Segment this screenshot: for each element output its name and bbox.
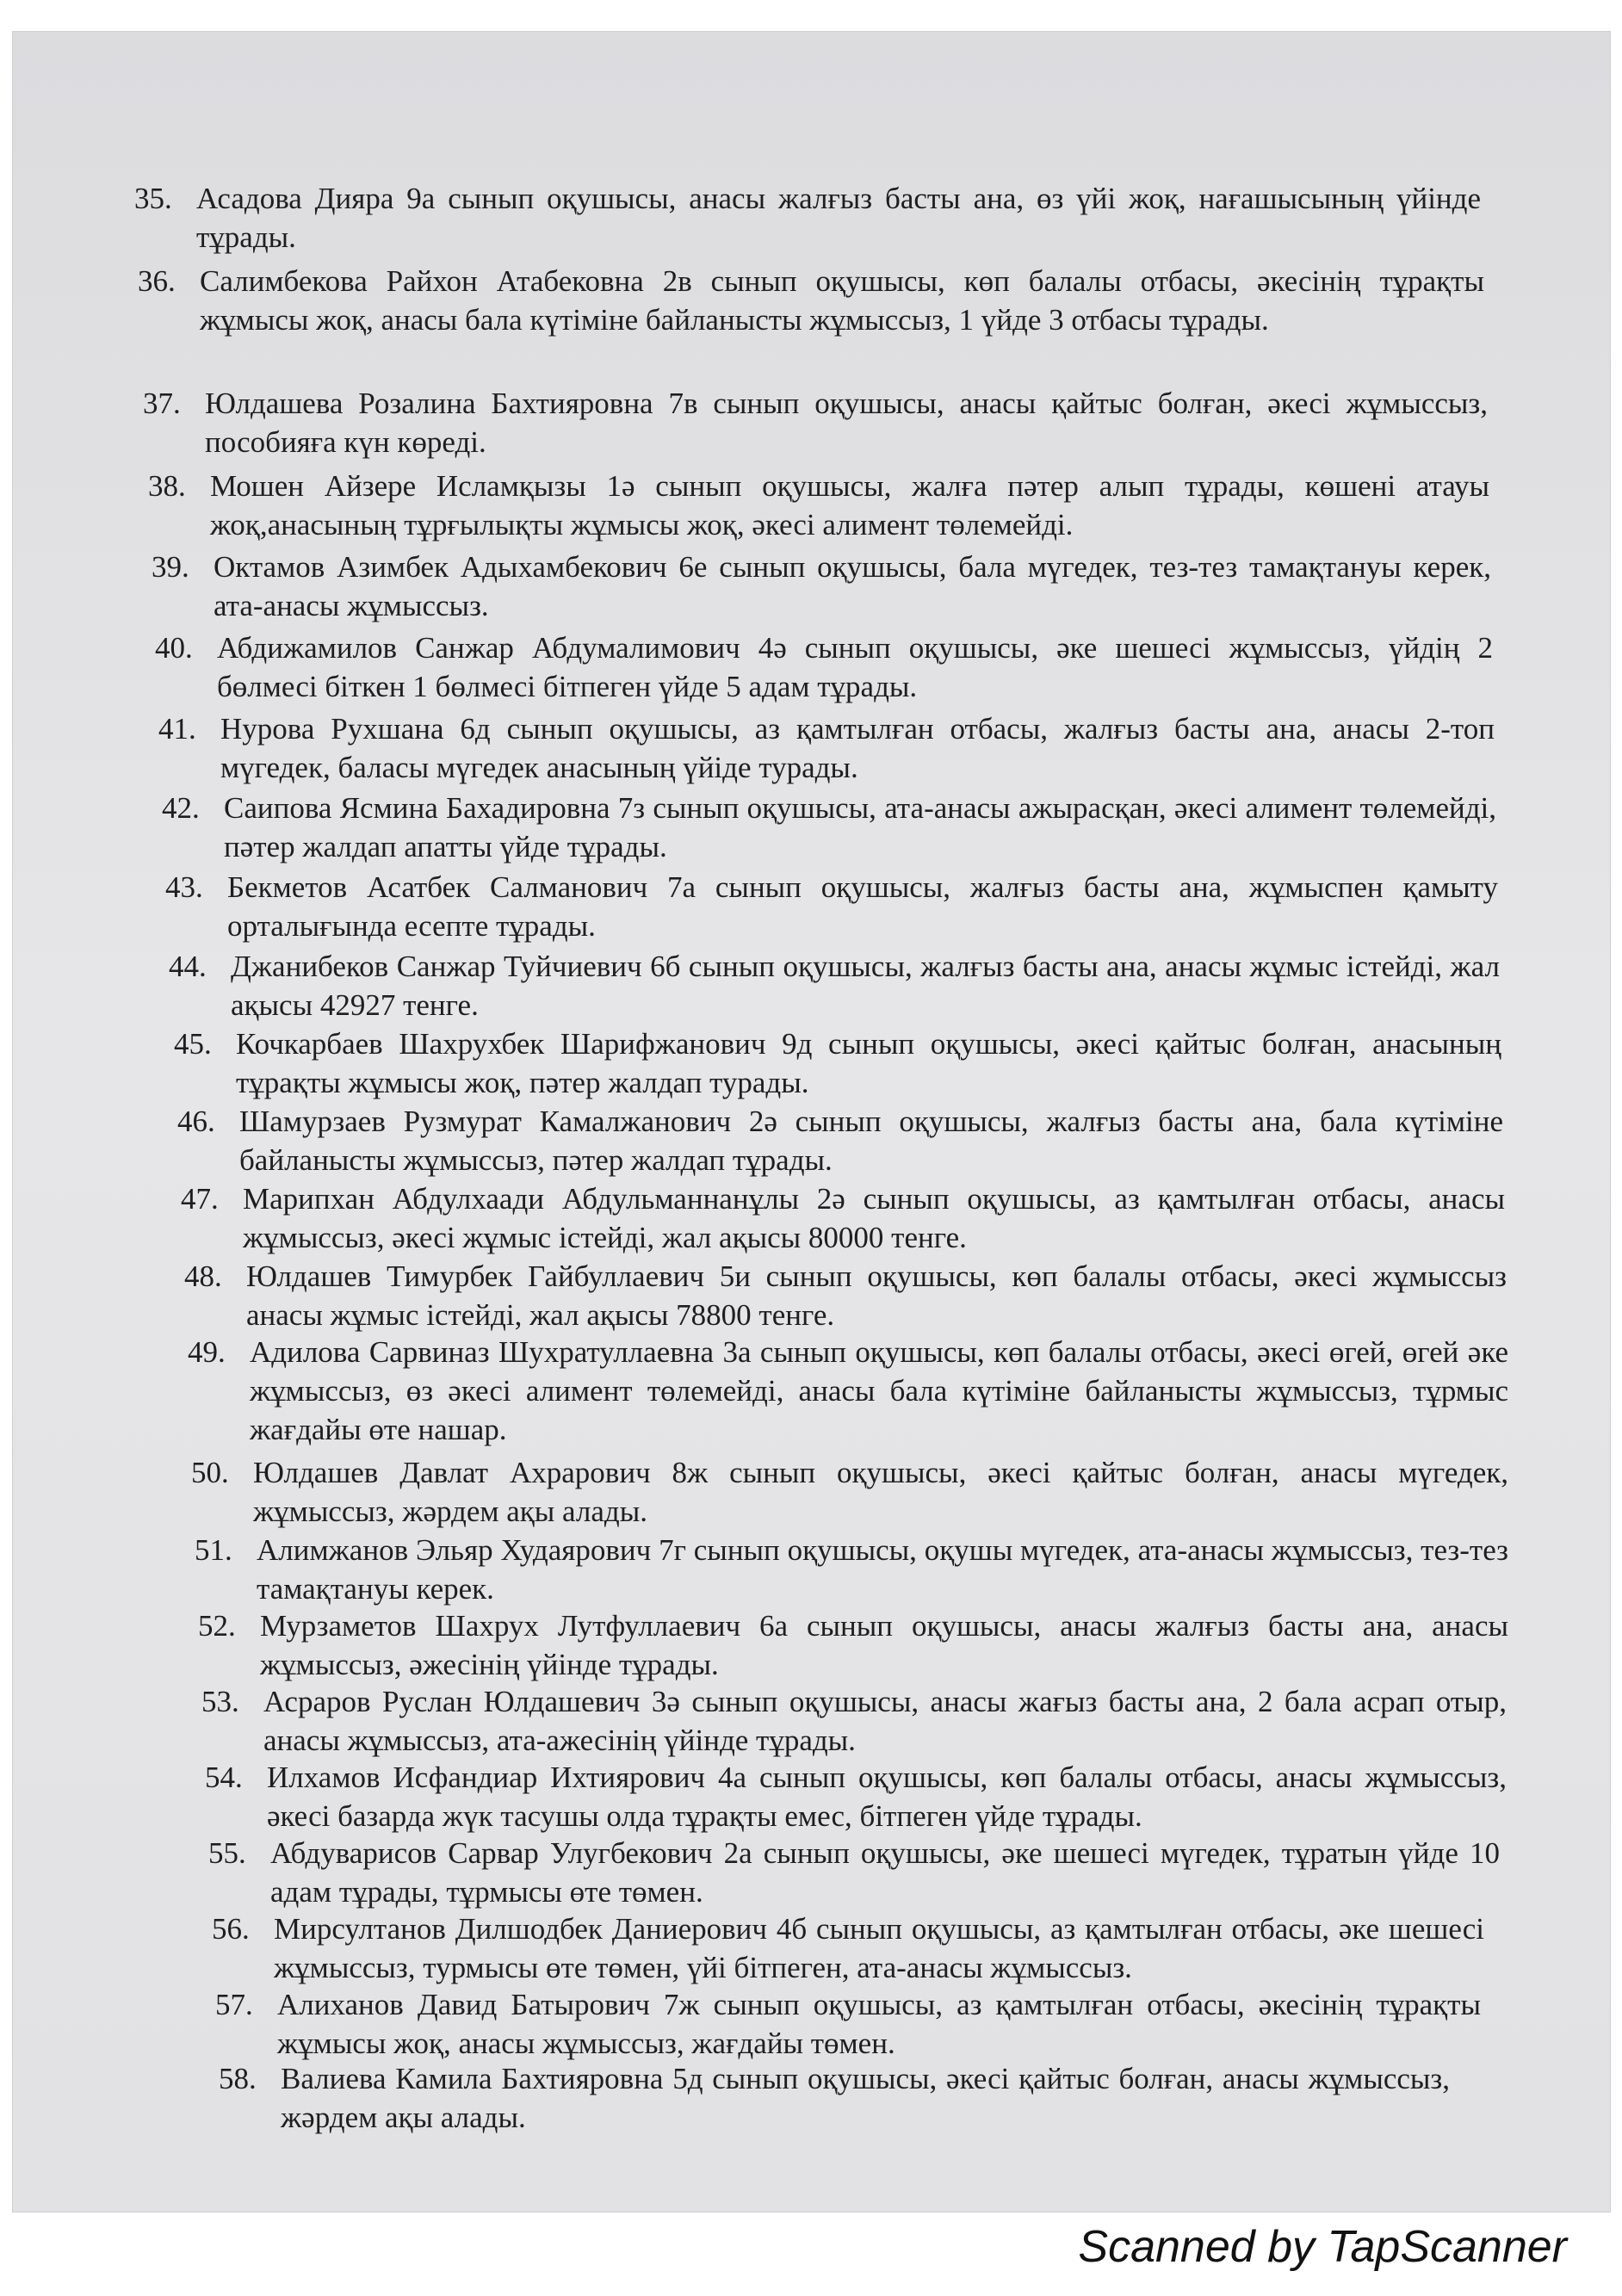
list-item — [148, 467, 1489, 544]
item-number: 50. — [191, 1456, 229, 1489]
item-text: Мурзаметов Шахрух Лутфуллаевич 6а сынып оқушысы, анасы жалғыз басты ана, анасы жұмыссыз, әжесінің үйінде тұрады. — [260, 1609, 1508, 1681]
item-text: Валиева Камила Бахтияровна 5д сынып оқушысы, әкесі қайтыс болған, анасы жұмыссыз, жәрдем ақы алады. — [281, 2062, 1450, 2134]
item-number: 54. — [205, 1761, 243, 1794]
list-item — [162, 789, 1496, 866]
list-item — [215, 1985, 1481, 2063]
list-item — [184, 1257, 1507, 1334]
item-text: Адилова Сарвиназ Шухратуллаевна 3а сынып оқушысы, көп балалы отбасы, әкесі өгей, өгей әке жұмыссыз, өз әкесі алимент төлемейді, анасы бала күтіміне байланысты жұмыссыз, тұрмыс жағдайы өте нашар. — [250, 1335, 1508, 1446]
item-text: Асадова Дияра 9а сынып оқушысы, анасы жалғыз басты ана, өз үйі жоқ, нағашысының үйінде тұрады. — [196, 182, 1481, 254]
item-number: 53. — [201, 1685, 239, 1718]
item-text: Алимжанов Эльяр Худаярович 7г сынып оқушысы, оқушы мүгедек, ата-анасы жұмыссыз, тез-тез тамақтануы керек. — [257, 1533, 1508, 1606]
item-number: 45. — [174, 1027, 212, 1061]
list-item — [201, 1682, 1507, 1760]
item-text: Абдуварисов Сарвар Улугбекович 2а сынып оқушысы, әке шешесі мүгедек, тұратын үйде 10 адам тұрады, тұрмысы өте төмен. — [270, 1836, 1500, 1909]
item-text: Юлдашев Давлат Ахрарович 8ж сынып оқушысы, әкесі қайтыс болған, анасы мүгедек, жұмыссыз, жәрдем ақы алады. — [253, 1456, 1508, 1528]
scanned-page — [12, 31, 1611, 2212]
item-number: 49. — [188, 1335, 226, 1369]
list-item — [177, 1102, 1503, 1179]
list-item — [181, 1179, 1505, 1257]
item-number: 42. — [162, 791, 200, 825]
item-text: Мирсултанов Дилшодбек Даниерович 4б сынып оқушысы, аз қамтылған отбасы, әке шешесі жұмыссыз, турмысы өте төмен, үйі бітпеген, ата-анасы жұмыссыз. — [274, 1912, 1484, 1984]
item-text: Октамов Азимбек Адыхамбекович 6е сынып оқушысы, бала мүгедек, тез-тез тамақтануы керек, ата-анасы жұмыссыз. — [214, 550, 1491, 622]
item-number: 55. — [208, 1836, 246, 1870]
item-text: Кочкарбаев Шахрухбек Шарифжанович 9д сынып оқушысы, әкесі қайтыс болған, анасының тұрақты жұмысы жоқ, пәтер жалдап турады. — [236, 1027, 1501, 1099]
item-number: 47. — [181, 1182, 219, 1216]
list-item — [134, 179, 1481, 257]
item-text: Алиханов Давид Батырович 7ж сынып оқушысы, аз қамтылған отбасы, әкесінің тұрақты жұмысы жоқ, анасы жұмыссыз, жағдайы төмен. — [277, 1988, 1481, 2060]
list-item — [155, 628, 1493, 706]
item-number: 52. — [198, 1609, 236, 1643]
item-number: 48. — [184, 1259, 222, 1293]
item-text: Юлдашев Тимурбек Гайбуллаевич 5и сынып оқушысы, көп балалы отбасы, әкесі жұмыссыз анасы жұмыс істейді, жал ақысы 78800 тенге. — [246, 1259, 1507, 1332]
list-item — [143, 384, 1488, 461]
item-text: Илхамов Исфандиар Ихтиярович 4а сынып оқушысы, көп балалы отбасы, анасы жұмыссыз, әкесі базарда жүк тасушы олда тұрақты емес, бітпеген үйде тұрады. — [267, 1761, 1507, 1833]
item-number: 51. — [195, 1533, 232, 1567]
item-number: 37. — [143, 387, 181, 420]
item-number: 57. — [215, 1988, 253, 2021]
list-item — [152, 548, 1491, 625]
item-number: 44. — [169, 950, 207, 983]
item-text: Марипхан Абдулхаади Абдульманнанұлы 2ә сынып оқушысы, аз қамтылған отбасы, анасы жұмыссыз, әкесі жұмыс істейді, жал ақысы 80000 тенге. — [243, 1182, 1505, 1254]
list-item — [198, 1606, 1508, 1684]
item-text: Салимбекова Райхон Атабековна 2в сынып оқушысы, көп балалы отбасы, әкесінің тұрақты жұмысы жоқ, анасы бала күтіміне байланысты жұмыссыз, 1 үйде 3 отбасы тұрады. — [200, 264, 1484, 337]
list-item — [138, 262, 1484, 339]
item-number: 46. — [177, 1105, 215, 1138]
item-number: 36. — [138, 264, 176, 298]
list-item — [208, 1834, 1500, 1911]
item-text: Мошен Айзере Исламқызы 1ә сынып оқушысы, жалға пәтер алып тұрады, көшені атауы жоқ,анасының тұрғылықты жұмысы жоқ, әкесі алимент төлемейді. — [210, 469, 1489, 542]
list-item — [219, 2059, 1450, 2137]
list-item — [205, 1758, 1507, 1835]
item-text: Абдижамилов Санжар Абдумалимович 4ә сынып оқушысы, әке шешесі жұмыссыз, үйдің 2 бөлмесі біткен 1 бөлмесі бітпеген үйде 5 адам тұрады. — [217, 631, 1493, 703]
item-text: Нурова Рухшана 6д сынып оқушысы, аз қамтылған отбасы, жалғыз басты ана, анасы 2-топ мүгедек, баласы мүгедек анасының үйіде турады. — [220, 712, 1495, 784]
item-text: Юлдашева Розалина Бахтияровна 7в сынып оқушысы, анасы қайтыс болған, әкесі жұмыссыз, пособияға күн көреді. — [205, 387, 1488, 459]
item-number: 40. — [155, 631, 193, 665]
item-text: Саипова Ясмина Бахадировна 7з сынып оқушысы, ата-анасы ажырасқан, әкесі алимент төлемейді, пәтер жалдап апатты үйде тұрады. — [224, 791, 1496, 863]
item-number: 35. — [134, 182, 172, 215]
item-text: Бекметов Асатбек Салманович 7а сынып оқушысы, жалғыз басты ана, жұмыспен қамыту орталығында есепте тұрады. — [227, 870, 1498, 943]
item-number: 38. — [148, 469, 186, 503]
item-text: Джанибеков Санжар Туйчиевич 6б сынып оқушысы, жалғыз басты ана, анасы жұмыс істейді, жал ақысы 42927 тенге. — [231, 950, 1500, 1022]
scanner-watermark: Scanned by TapScanner — [1078, 2222, 1567, 2272]
list-item — [169, 947, 1500, 1024]
item-number: 41. — [158, 712, 196, 746]
item-number: 43. — [165, 870, 203, 904]
item-number: 39. — [152, 550, 189, 584]
item-number: 58. — [219, 2062, 257, 2095]
list-item — [212, 1909, 1484, 1987]
item-number: 56. — [212, 1912, 250, 1946]
list-item — [174, 1024, 1501, 1102]
list-item — [191, 1453, 1508, 1531]
list-item — [165, 868, 1498, 945]
item-text: Асраров Руслан Юлдашевич 3ә сынып оқушысы, анасы жағыз басты ана, 2 бала асрап отыр, анасы жұмыссыз, ата-ажесінің үйінде тұрады. — [263, 1685, 1507, 1757]
item-text: Шамурзаев Рузмурат Камалжанович 2ә сынып оқушысы, жалғыз басты ана, бала күтіміне байланысты жұмыссыз, пәтер жалдап тұрады. — [239, 1105, 1503, 1177]
list-item — [195, 1531, 1508, 1608]
list-item — [188, 1333, 1508, 1449]
list-item — [158, 709, 1495, 787]
